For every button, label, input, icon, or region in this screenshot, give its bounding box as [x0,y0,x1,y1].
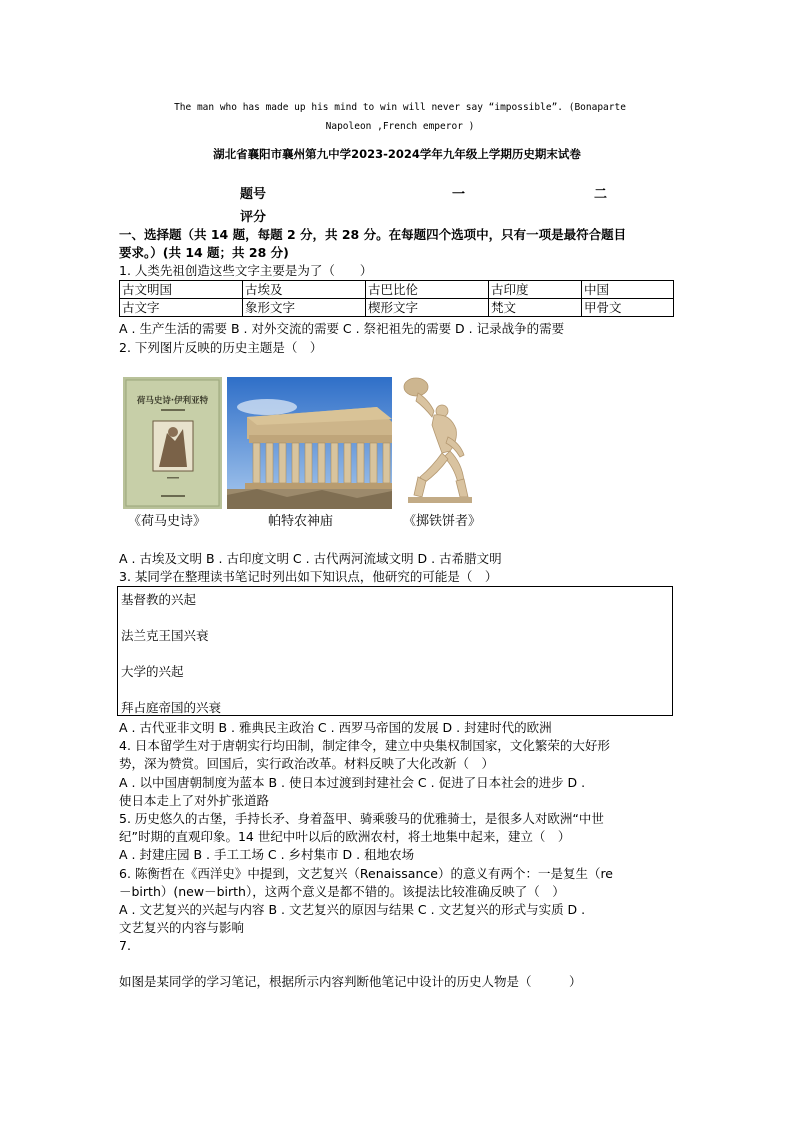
score-col-2: 二 [594,187,608,202]
score-header-label: 题号 [240,187,267,202]
table-row [120,281,674,299]
motto-line-2: Napoleon ,French emperor ) [325,121,475,132]
list-item: 拜占庭帝国的兴衰 [121,700,222,715]
table-cell: 古印度 [489,281,582,299]
table-cell: 甲骨文 [582,299,674,317]
q5-stem-line-1: 5. 历史悠久的古堡，手持长矛、身着盔甲、骑乘骏马的优雅骑士，是很多人对欧洲“中世 [119,811,604,826]
q7-stem: 如图是某同学的学习笔记，根据所示内容判断他笔记中设计的历史人物是（ ） [119,974,582,989]
q1-stem: 1. 人类先祖创造这些文字主要是为了（ ） [119,263,373,278]
book-cover-title: 荷马史诗·伊利亚特 [136,396,209,406]
table-cell: 中国 [582,281,674,299]
score-row-label: 评分 [240,210,267,225]
caption-parthenon: 帕特农神庙 [268,514,334,529]
homer-epic-book-image [123,377,222,509]
q3-note-box [117,586,673,716]
caption-discus-thrower: 《掷铁饼者》 [403,514,482,529]
q3-options: A . 古代亚非文明 B . 雅典民主政治 C . 西罗马帝国的发展 D . 封建时代的欧洲 [119,720,552,735]
list-item: 大学的兴起 [121,664,184,679]
q6-stem-line-1: 6. 陈衡哲在《西洋史》中提到，文艺复兴（Renaissance）的意义有两个：一是复生（re [119,866,613,881]
table-cell: 古埃及 [243,281,366,299]
table-cell: 楔形文字 [366,299,489,317]
q4-options-line-2: 使日本走上了对外扩张道路 [119,793,270,808]
caption-homer-epic: 《荷马史诗》 [128,514,207,529]
q4-stem-line-1: 4. 日本留学生对于唐朝实行均田制，制定律令，建立中央集权制国家，文化繁荣的大好形 [119,738,610,753]
q6-options-line-1: A . 文艺复兴的兴起与内容 B . 文艺复兴的原因与结果 C . 文艺复兴的形式与实质 D . [119,902,586,917]
q3-stem: 3. 某同学在整理读书笔记时列出如下知识点，他研究的可能是（ ） [119,569,498,584]
parthenon-image [227,377,392,509]
discus-thrower-image [398,377,478,509]
q2-stem: 2. 下列图片反映的历史主题是（ ） [119,340,323,355]
q6-options-line-2: 文艺复兴的内容与影响 [119,920,245,935]
q4-stem-line-2: 势，深为赞赏。回国后，实行政治改革。材料反映了大化改新（ ） [119,756,495,771]
section-heading-line-2: 要求。）(共 14 题；共 28 分) [119,245,289,260]
table-cell: 象形文字 [243,299,366,317]
q5-stem-line-2: 纪”时期的直观印象。14 世纪中叶以后的欧洲农村，将土地集中起来，建立（ ） [119,829,571,844]
q1-options: A . 生产生活的需要 B . 对外交流的需要 C . 祭祀祖先的需要 D . 记录战争的需要 [119,321,565,336]
exam-title: 湖北省襄阳市襄州第九中学2023-2024学年九年级上学期历史期末试卷 [213,147,581,161]
list-item: 法兰克王国兴衰 [121,628,209,643]
q2-options: A . 古埃及文明 B . 古印度文明 C . 古代两河流域文明 D . 古希腊文明 [119,551,502,566]
q4-options-line-1: A . 以中国唐朝制度为蓝本 B . 使日本过渡到封建社会 C . 促进了日本社会的进步 D . [119,775,586,790]
list-item: 基督教的兴起 [121,592,197,607]
q6-stem-line-2: －birth）(new－birth），这两个意义是都不错的。该提法比较准确反映了（ ） [119,884,565,899]
q5-options: A . 封建庄园 B . 手工工场 C . 乡村集市 D . 租地农场 [119,847,415,862]
table-cell: 梵文 [489,299,582,317]
q1-table [119,280,674,317]
table-cell: 古文字 [120,299,243,317]
q7-number: 7. [119,938,131,953]
table-row [120,299,674,317]
score-col-1: 一 [452,187,466,202]
motto-line-1: The man who has made up his mind to win will never say “impossible”. (Bonaparte [174,102,626,113]
table-cell: 古文明国 [120,281,243,299]
motto [140,98,660,136]
table-cell: 古巴比伦 [366,281,489,299]
section-heading-line-1: 一、选择题（共 14 题，每题 2 分，共 28 分。在每题四个选项中，只有一项是最符合题目 [119,227,627,242]
